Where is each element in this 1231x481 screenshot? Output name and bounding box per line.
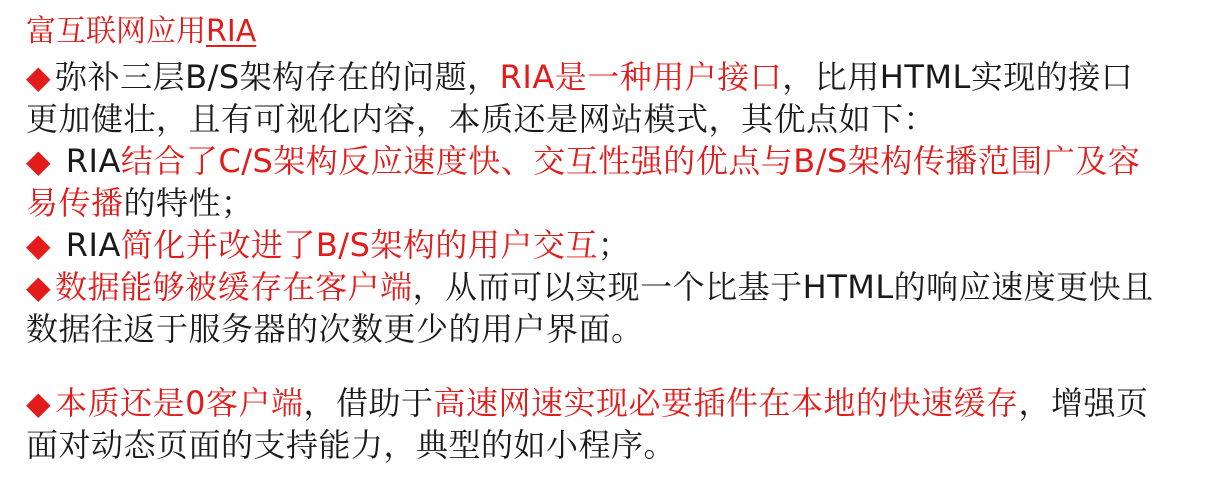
page-title — [26, 12, 256, 52]
text-segment: 面对动态页面的支持能力，典型的如小程序。 — [26, 426, 677, 464]
bullet-line-3 — [26, 224, 630, 266]
title-prefix: 富互联网应用 — [26, 14, 206, 49]
diamond-bullet-icon: ◆ — [26, 58, 52, 96]
text-segment-highlight: 结合了C/S架构反应速度快、交互性强的优点与B/S架构传播范围广及容 — [120, 142, 1141, 180]
continuation-line — [26, 98, 936, 140]
bullet-line-5 — [26, 382, 1149, 424]
diamond-bullet-icon: ◆ — [26, 226, 52, 264]
text-segment-highlight: 简化并改进了B/S架构的用户交互 — [120, 226, 598, 264]
text-segment: 更加健壮，且有可视化内容，本质还是网站模式，其优点如下： — [26, 100, 937, 138]
bullet-line-4 — [26, 266, 1154, 308]
text-segment: ，比用HTML实现的接口 — [782, 58, 1134, 96]
title-ria: RIA — [206, 14, 257, 49]
continuation-line — [26, 308, 644, 350]
continuation-line — [26, 182, 254, 224]
diamond-bullet-icon: ◆ — [26, 142, 52, 180]
text-segment-highlight: 本质还是0客户端 — [55, 384, 304, 422]
text-segment-highlight: RIA是一种用户接口 — [499, 58, 783, 96]
diamond-bullet-icon: ◆ — [26, 384, 52, 422]
text-segment: 的特性； — [123, 184, 254, 222]
text-segment-highlight: 易传播 — [26, 184, 124, 222]
text-segment: ，从而可以实现一个比基于HTML的响应速度更快且 — [412, 268, 1154, 306]
text-segment: 数据往返于服务器的次数更少的用户界面。 — [26, 310, 644, 348]
text-segment: ； — [597, 226, 631, 264]
bullet-line-1 — [26, 56, 1133, 98]
continuation-line — [26, 424, 676, 466]
text-segment-highlight: 数据能够被缓存在客户端 — [55, 268, 413, 306]
text-segment: RIA — [55, 142, 121, 180]
text-segment: RIA — [55, 226, 121, 264]
text-segment: ，借助于 — [303, 384, 434, 422]
text-segment: ，增强页 — [1018, 384, 1149, 422]
diamond-bullet-icon: ◆ — [26, 268, 52, 306]
text-segment: 弥补三层B/S架构存在的问题， — [55, 58, 500, 96]
text-segment-highlight: 高速网速实现必要插件在本地的快速缓存 — [433, 384, 1019, 422]
bullet-line-2 — [26, 140, 1140, 182]
